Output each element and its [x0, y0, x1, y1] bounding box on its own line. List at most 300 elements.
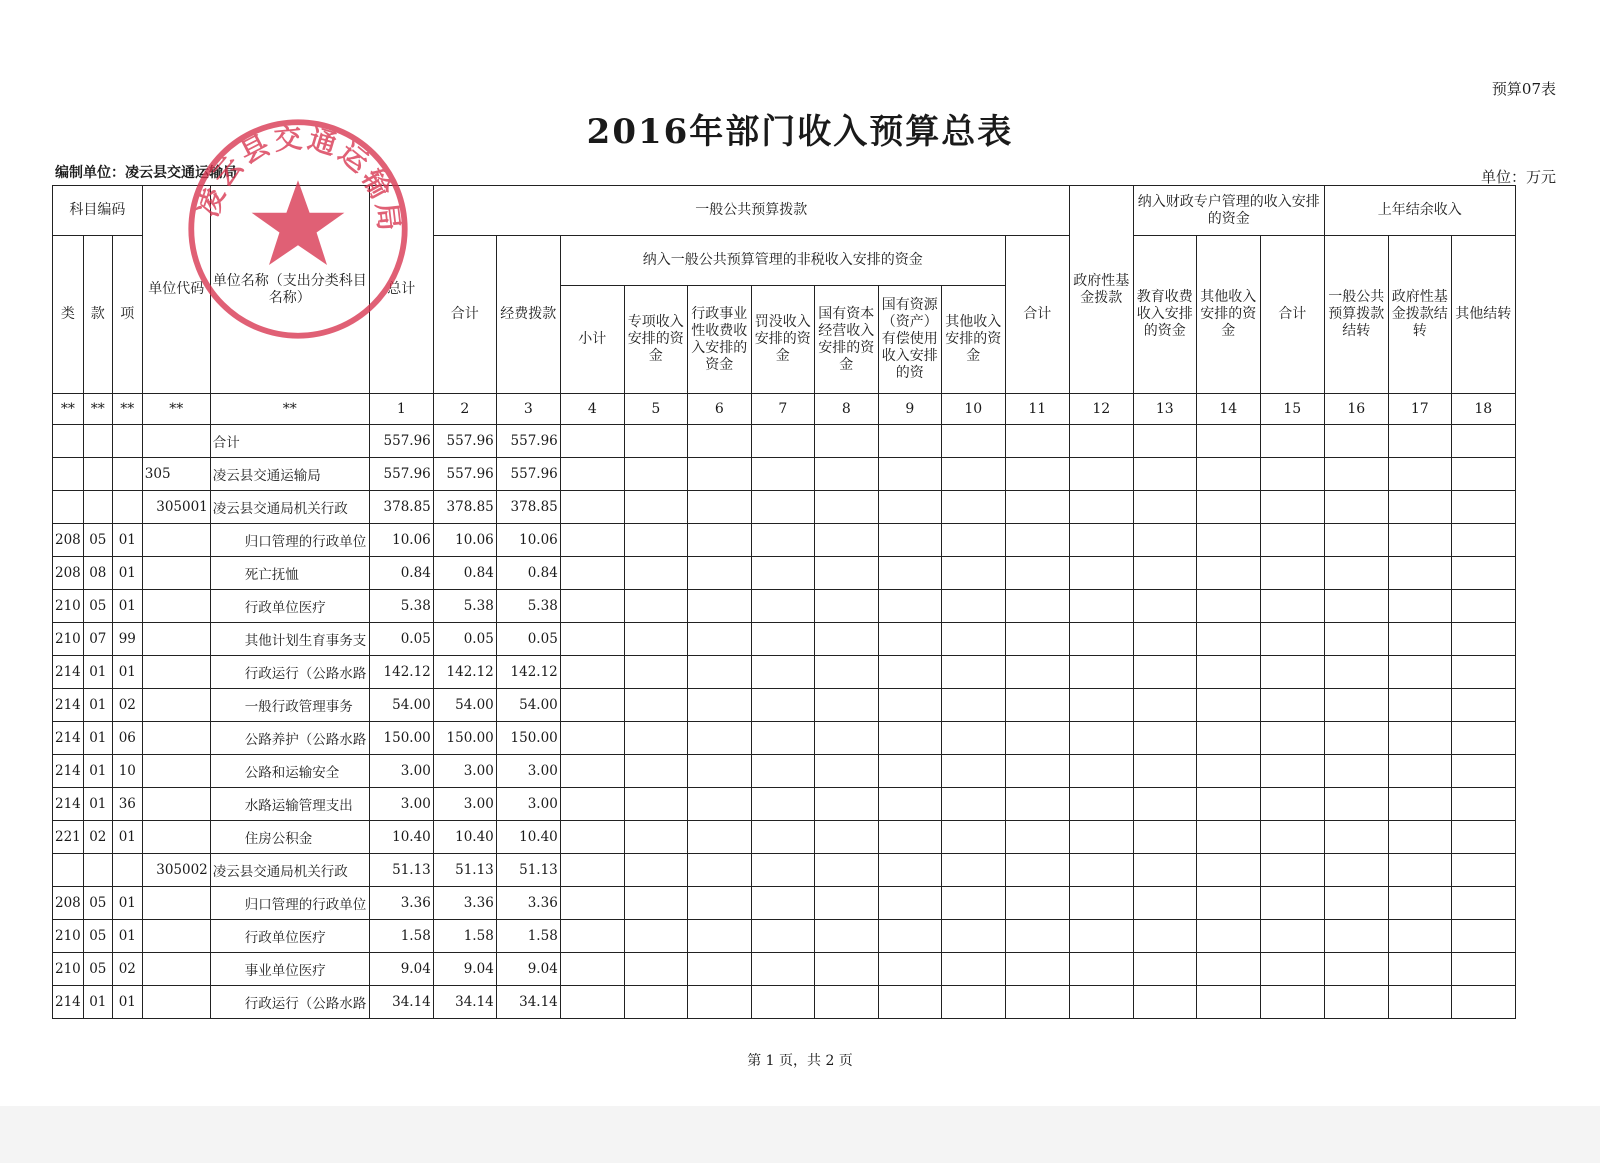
- column-index-cell: 16: [1324, 394, 1388, 425]
- empty-cell: [560, 491, 624, 524]
- column-index-cell: 13: [1133, 394, 1196, 425]
- empty-cell: [1324, 986, 1388, 1019]
- header-sa-total: 合计: [1005, 236, 1069, 394]
- empty-cell: [1451, 953, 1515, 986]
- empty-cell: [878, 986, 941, 1019]
- empty-cell: [1388, 425, 1451, 458]
- header-co-general: 一般公共预算拨款结转: [1324, 236, 1388, 394]
- empty-cell: [1069, 623, 1133, 656]
- empty-cell: [624, 854, 687, 887]
- empty-cell: [751, 557, 814, 590]
- item-code-cell: 01: [112, 887, 142, 920]
- section-code-cell: 01: [83, 788, 112, 821]
- empty-cell: [1196, 590, 1260, 623]
- empty-cell: [1005, 722, 1069, 755]
- empty-cell: [560, 887, 624, 920]
- gb-total-cell: 5.38: [433, 590, 496, 623]
- empty-cell: [878, 689, 941, 722]
- empty-cell: [1196, 458, 1260, 491]
- unit-code-cell: [142, 788, 210, 821]
- section-code-cell: 08: [83, 557, 112, 590]
- empty-cell: [1196, 491, 1260, 524]
- section-code-cell: 02: [83, 821, 112, 854]
- empty-cell: [1388, 953, 1451, 986]
- empty-cell: [1005, 557, 1069, 590]
- empty-cell: [814, 689, 878, 722]
- table-row: [53, 689, 1516, 722]
- category-code-cell: [53, 854, 84, 887]
- empty-cell: [560, 755, 624, 788]
- empty-cell: [560, 590, 624, 623]
- empty-cell: [814, 920, 878, 953]
- empty-cell: [941, 986, 1005, 1019]
- unit-name-cell: 行政运行（公路水路: [210, 986, 369, 1019]
- empty-cell: [941, 887, 1005, 920]
- gb-total-cell: 150.00: [433, 722, 496, 755]
- empty-cell: [687, 656, 751, 689]
- empty-cell: [751, 854, 814, 887]
- empty-cell: [941, 821, 1005, 854]
- gb-fund-cell: 378.85: [496, 491, 560, 524]
- unit-code-cell: [142, 557, 210, 590]
- empty-cell: [687, 887, 751, 920]
- empty-cell: [1133, 920, 1196, 953]
- empty-cell: [1260, 425, 1324, 458]
- empty-cell: [1005, 656, 1069, 689]
- empty-cell: [1388, 491, 1451, 524]
- column-index-cell: **: [210, 394, 369, 425]
- empty-cell: [1260, 458, 1324, 491]
- empty-cell: [560, 656, 624, 689]
- empty-cell: [687, 755, 751, 788]
- unit-code-cell: [142, 986, 210, 1019]
- empty-cell: [1451, 623, 1515, 656]
- unit-name-cell: 合计: [210, 425, 369, 458]
- empty-cell: [1069, 590, 1133, 623]
- empty-cell: [560, 788, 624, 821]
- empty-cell: [1388, 623, 1451, 656]
- total-cell: 3.00: [369, 788, 433, 821]
- empty-cell: [814, 755, 878, 788]
- empty-cell: [814, 524, 878, 557]
- section-code-cell: [83, 491, 112, 524]
- empty-cell: [1451, 656, 1515, 689]
- empty-cell: [1069, 689, 1133, 722]
- gb-total-cell: 10.40: [433, 821, 496, 854]
- empty-cell: [624, 887, 687, 920]
- unit-name-cell: 凌云县交通局机关行政: [210, 491, 369, 524]
- empty-cell: [1260, 854, 1324, 887]
- empty-cell: [814, 953, 878, 986]
- column-index-cell: **: [112, 394, 142, 425]
- header-nt-stateop: 国有资本经营收入安排的资金: [814, 286, 878, 394]
- empty-cell: [687, 458, 751, 491]
- gb-total-cell: 378.85: [433, 491, 496, 524]
- column-index-cell: 2: [433, 394, 496, 425]
- gb-fund-cell: 1.58: [496, 920, 560, 953]
- category-code-cell: 214: [53, 788, 84, 821]
- header-kuan: 款: [83, 236, 112, 394]
- table-row: [53, 425, 1516, 458]
- gb-fund-cell: 142.12: [496, 656, 560, 689]
- empty-cell: [1388, 920, 1451, 953]
- empty-cell: [1133, 656, 1196, 689]
- empty-cell: [941, 656, 1005, 689]
- empty-cell: [1069, 953, 1133, 986]
- section-code-cell: 05: [83, 887, 112, 920]
- empty-cell: [751, 656, 814, 689]
- empty-cell: [1324, 491, 1388, 524]
- empty-cell: [1388, 689, 1451, 722]
- item-code-cell: 01: [112, 590, 142, 623]
- empty-cell: [1451, 755, 1515, 788]
- empty-cell: [687, 920, 751, 953]
- empty-cell: [1005, 887, 1069, 920]
- empty-cell: [1260, 920, 1324, 953]
- empty-cell: [687, 491, 751, 524]
- empty-cell: [1133, 557, 1196, 590]
- empty-cell: [624, 821, 687, 854]
- empty-cell: [814, 656, 878, 689]
- unit-code-cell: [142, 821, 210, 854]
- gb-fund-cell: 3.00: [496, 755, 560, 788]
- empty-cell: [687, 953, 751, 986]
- item-code-cell: 10: [112, 755, 142, 788]
- header-unit-code: 单位代码: [142, 186, 210, 394]
- item-code-cell: 01: [112, 821, 142, 854]
- empty-cell: [1451, 821, 1515, 854]
- total-cell: 9.04: [369, 953, 433, 986]
- empty-cell: [1260, 986, 1324, 1019]
- empty-cell: [1324, 656, 1388, 689]
- unit-code-cell: [142, 887, 210, 920]
- unit-name-cell: 死亡抚恤: [210, 557, 369, 590]
- column-index-cell: 3: [496, 394, 560, 425]
- empty-cell: [1133, 788, 1196, 821]
- empty-cell: [1196, 854, 1260, 887]
- empty-cell: [941, 491, 1005, 524]
- empty-cell: [1069, 920, 1133, 953]
- empty-cell: [1005, 821, 1069, 854]
- column-index-cell: **: [53, 394, 84, 425]
- header-nt-asset: 国有资源（资产）有偿使用收入安排的资: [878, 286, 941, 394]
- empty-cell: [560, 986, 624, 1019]
- unit-code-cell: [142, 656, 210, 689]
- empty-cell: [687, 524, 751, 557]
- unit-code-cell: [142, 590, 210, 623]
- total-cell: 0.84: [369, 557, 433, 590]
- empty-cell: [814, 623, 878, 656]
- empty-cell: [1260, 689, 1324, 722]
- empty-cell: [878, 821, 941, 854]
- empty-cell: [687, 986, 751, 1019]
- empty-cell: [1069, 788, 1133, 821]
- empty-cell: [751, 623, 814, 656]
- column-index-cell: 17: [1388, 394, 1451, 425]
- scan-bottom-edge: [0, 1106, 1600, 1163]
- header-gb-fund: 经费拨款: [496, 236, 560, 394]
- empty-cell: [751, 953, 814, 986]
- empty-cell: [687, 689, 751, 722]
- empty-cell: [814, 986, 878, 1019]
- empty-cell: [878, 953, 941, 986]
- column-index-cell: 14: [1196, 394, 1260, 425]
- unit-name-cell: 归口管理的行政单位: [210, 524, 369, 557]
- gb-fund-cell: 5.38: [496, 590, 560, 623]
- empty-cell: [1388, 821, 1451, 854]
- gb-fund-cell: 9.04: [496, 953, 560, 986]
- empty-cell: [687, 590, 751, 623]
- table-row: [53, 854, 1516, 887]
- empty-cell: [1133, 524, 1196, 557]
- empty-cell: [1324, 788, 1388, 821]
- gb-total-cell: 3.00: [433, 788, 496, 821]
- empty-cell: [624, 722, 687, 755]
- empty-cell: [1005, 590, 1069, 623]
- unit-name-cell: 凌云县交通局机关行政: [210, 854, 369, 887]
- header-nt-subtotal: 小计: [560, 286, 624, 394]
- header-sa-other: 其他收入安排的资金: [1196, 236, 1260, 394]
- header-nontax: 纳入一般公共预算管理的非税收入安排的资金: [560, 236, 1005, 286]
- unit-name-cell: 公路和运输安全: [210, 755, 369, 788]
- item-code-cell: [112, 425, 142, 458]
- empty-cell: [1260, 557, 1324, 590]
- table-row: [53, 590, 1516, 623]
- empty-cell: [560, 854, 624, 887]
- table-row: [53, 722, 1516, 755]
- compiling-unit: 编制单位：凌云县交通运输局: [55, 165, 237, 181]
- empty-cell: [814, 458, 878, 491]
- table-row: [53, 953, 1516, 986]
- unit-name-cell: 住房公积金: [210, 821, 369, 854]
- table-row: [53, 557, 1516, 590]
- empty-cell: [1196, 557, 1260, 590]
- empty-cell: [878, 656, 941, 689]
- empty-cell: [1451, 524, 1515, 557]
- gb-fund-cell: 10.06: [496, 524, 560, 557]
- gb-total-cell: 0.84: [433, 557, 496, 590]
- empty-cell: [687, 557, 751, 590]
- empty-cell: [1196, 953, 1260, 986]
- unit-name-cell: 凌云县交通运输局: [210, 458, 369, 491]
- empty-cell: [814, 788, 878, 821]
- section-code-cell: 05: [83, 953, 112, 986]
- empty-cell: [1005, 920, 1069, 953]
- gb-total-cell: 3.00: [433, 755, 496, 788]
- column-index-cell: 18: [1451, 394, 1515, 425]
- empty-cell: [1451, 887, 1515, 920]
- category-code-cell: 210: [53, 590, 84, 623]
- empty-cell: [1260, 755, 1324, 788]
- empty-cell: [751, 425, 814, 458]
- category-code-cell: [53, 425, 84, 458]
- empty-cell: [624, 524, 687, 557]
- empty-cell: [1133, 689, 1196, 722]
- header-gov-fund: 政府性基金拨款: [1069, 186, 1133, 394]
- total-cell: 10.06: [369, 524, 433, 557]
- empty-cell: [1388, 986, 1451, 1019]
- header-unit-name: 单位名称（支出分类科目名称）: [210, 186, 369, 394]
- section-code-cell: 07: [83, 623, 112, 656]
- empty-cell: [1324, 623, 1388, 656]
- empty-cell: [1324, 689, 1388, 722]
- empty-cell: [1005, 458, 1069, 491]
- header-sa-edu: 教育收费收入安排的资金: [1133, 236, 1196, 394]
- empty-cell: [1069, 458, 1133, 491]
- header-special-account: 纳入财政专户管理的收入安排的资金: [1133, 186, 1324, 236]
- empty-cell: [1324, 557, 1388, 590]
- category-code-cell: 214: [53, 722, 84, 755]
- empty-cell: [1388, 557, 1451, 590]
- gb-total-cell: 54.00: [433, 689, 496, 722]
- empty-cell: [624, 986, 687, 1019]
- item-code-cell: 06: [112, 722, 142, 755]
- unit-name-cell: 行政单位医疗: [210, 590, 369, 623]
- unit-name-cell: 一般行政管理事务: [210, 689, 369, 722]
- empty-cell: [751, 491, 814, 524]
- total-cell: 378.85: [369, 491, 433, 524]
- empty-cell: [624, 458, 687, 491]
- empty-cell: [1069, 755, 1133, 788]
- item-code-cell: 01: [112, 656, 142, 689]
- empty-cell: [751, 524, 814, 557]
- empty-cell: [1005, 425, 1069, 458]
- gb-total-cell: 142.12: [433, 656, 496, 689]
- unit-name-cell: 公路养护（公路水路: [210, 722, 369, 755]
- empty-cell: [1196, 623, 1260, 656]
- svg-text:凌云县交通运输局: 凌云县交通运输局: [191, 120, 407, 236]
- header-general-budget: 一般公共预算拨款: [433, 186, 1069, 236]
- empty-cell: [560, 425, 624, 458]
- empty-cell: [878, 887, 941, 920]
- empty-cell: [1005, 953, 1069, 986]
- empty-cell: [1133, 491, 1196, 524]
- empty-cell: [1133, 986, 1196, 1019]
- item-code-cell: 01: [112, 557, 142, 590]
- empty-cell: [751, 722, 814, 755]
- empty-cell: [814, 887, 878, 920]
- gb-fund-cell: 150.00: [496, 722, 560, 755]
- gb-total-cell: 51.13: [433, 854, 496, 887]
- empty-cell: [1388, 887, 1451, 920]
- total-cell: 3.36: [369, 887, 433, 920]
- empty-cell: [814, 590, 878, 623]
- gb-fund-cell: 557.96: [496, 425, 560, 458]
- empty-cell: [878, 458, 941, 491]
- empty-cell: [687, 623, 751, 656]
- empty-cell: [624, 491, 687, 524]
- category-code-cell: 210: [53, 953, 84, 986]
- empty-cell: [941, 524, 1005, 557]
- empty-cell: [1260, 821, 1324, 854]
- empty-cell: [1133, 953, 1196, 986]
- item-code-cell: 01: [112, 986, 142, 1019]
- empty-cell: [1196, 986, 1260, 1019]
- empty-cell: [941, 689, 1005, 722]
- header-nt-admin: 行政事业性收费收入安排的资金: [687, 286, 751, 394]
- empty-cell: [1069, 887, 1133, 920]
- empty-cell: [1260, 656, 1324, 689]
- gb-fund-cell: 0.84: [496, 557, 560, 590]
- empty-cell: [624, 920, 687, 953]
- gb-fund-cell: 0.05: [496, 623, 560, 656]
- header-nt-other: 其他收入安排的资金: [941, 286, 1005, 394]
- empty-cell: [1005, 524, 1069, 557]
- table-row: [53, 524, 1516, 557]
- empty-cell: [560, 920, 624, 953]
- empty-cell: [941, 590, 1005, 623]
- page-footer: 第 1 页，共 2 页: [747, 1053, 853, 1069]
- empty-cell: [1069, 557, 1133, 590]
- empty-cell: [560, 722, 624, 755]
- gb-fund-cell: 34.14: [496, 986, 560, 1019]
- empty-cell: [1005, 689, 1069, 722]
- page-title: 2016年部门收入预算总表: [586, 112, 1014, 152]
- empty-cell: [1324, 590, 1388, 623]
- total-cell: 142.12: [369, 656, 433, 689]
- column-index-cell: 8: [814, 394, 878, 425]
- empty-cell: [1069, 722, 1133, 755]
- unit-code-cell: [142, 755, 210, 788]
- empty-cell: [1069, 656, 1133, 689]
- column-index-row: [53, 394, 1516, 425]
- section-code-cell: 01: [83, 656, 112, 689]
- empty-cell: [1388, 458, 1451, 491]
- gb-fund-cell: 51.13: [496, 854, 560, 887]
- empty-cell: [1005, 755, 1069, 788]
- empty-cell: [1451, 920, 1515, 953]
- empty-cell: [1196, 887, 1260, 920]
- section-code-cell: 01: [83, 689, 112, 722]
- empty-cell: [751, 821, 814, 854]
- empty-cell: [941, 788, 1005, 821]
- empty-cell: [878, 524, 941, 557]
- empty-cell: [624, 788, 687, 821]
- table-row: [53, 458, 1516, 491]
- empty-cell: [751, 458, 814, 491]
- empty-cell: [1005, 788, 1069, 821]
- empty-cell: [1133, 854, 1196, 887]
- empty-cell: [687, 788, 751, 821]
- empty-cell: [1260, 788, 1324, 821]
- total-cell: 51.13: [369, 854, 433, 887]
- gb-total-cell: 9.04: [433, 953, 496, 986]
- empty-cell: [624, 623, 687, 656]
- empty-cell: [1196, 524, 1260, 557]
- unit-name-cell: 行政单位医疗: [210, 920, 369, 953]
- empty-cell: [1451, 458, 1515, 491]
- item-code-cell: 99: [112, 623, 142, 656]
- empty-cell: [1260, 590, 1324, 623]
- empty-cell: [1260, 623, 1324, 656]
- column-index-cell: 5: [624, 394, 687, 425]
- empty-cell: [941, 854, 1005, 887]
- empty-cell: [878, 722, 941, 755]
- empty-cell: [1069, 491, 1133, 524]
- empty-cell: [1260, 953, 1324, 986]
- empty-cell: [560, 953, 624, 986]
- empty-cell: [1069, 821, 1133, 854]
- empty-cell: [1260, 524, 1324, 557]
- empty-cell: [1324, 920, 1388, 953]
- empty-cell: [1260, 722, 1324, 755]
- column-index-cell: **: [83, 394, 112, 425]
- column-index-cell: 9: [878, 394, 941, 425]
- category-code-cell: 208: [53, 887, 84, 920]
- empty-cell: [941, 458, 1005, 491]
- header-nt-fine: 罚没收入安排的资金: [751, 286, 814, 394]
- gb-total-cell: 3.36: [433, 887, 496, 920]
